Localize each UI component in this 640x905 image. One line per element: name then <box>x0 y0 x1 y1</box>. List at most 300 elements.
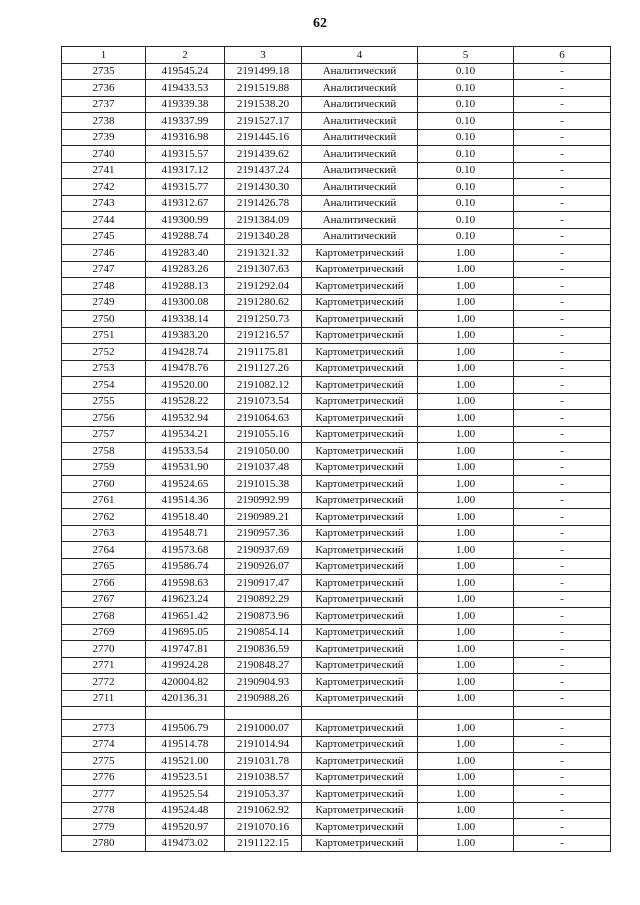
table-row <box>62 327 611 344</box>
note-cell: - <box>514 575 611 592</box>
table-row <box>62 509 611 526</box>
table-row <box>62 113 611 130</box>
accuracy-cell: 1.00 <box>418 278 514 295</box>
method-cell: Картометрический <box>302 753 418 770</box>
x-coordinate-cell: 419521.00 <box>146 753 225 770</box>
x-coordinate-cell <box>146 707 225 720</box>
note-cell <box>514 707 611 720</box>
accuracy-cell: 1.00 <box>418 835 514 852</box>
table-row <box>62 769 611 786</box>
y-coordinate-cell: 2190848.27 <box>225 657 302 674</box>
note-cell: - <box>514 443 611 460</box>
table-row <box>62 377 611 394</box>
point-number-cell: 2757 <box>62 426 146 443</box>
point-number-cell: 2754 <box>62 377 146 394</box>
note-cell: - <box>514 360 611 377</box>
accuracy-cell: 1.00 <box>418 525 514 542</box>
note-cell: - <box>514 311 611 328</box>
accuracy-cell: 1.00 <box>418 344 514 361</box>
column-header-1: 1 <box>62 47 146 64</box>
accuracy-cell: 0.10 <box>418 146 514 163</box>
y-coordinate-cell: 2191384.09 <box>225 212 302 229</box>
note-cell: - <box>514 624 611 641</box>
y-coordinate-cell: 2190836.59 <box>225 641 302 658</box>
method-cell: Аналитический <box>302 113 418 130</box>
point-number-cell: 2741 <box>62 162 146 179</box>
point-number-cell: 2760 <box>62 476 146 493</box>
note-cell: - <box>514 835 611 852</box>
table-body <box>62 63 611 852</box>
note-cell: - <box>514 129 611 146</box>
table-row <box>62 195 611 212</box>
table-row <box>62 674 611 691</box>
table-row <box>62 63 611 80</box>
y-coordinate-cell: 2190904.93 <box>225 674 302 691</box>
y-coordinate-cell: 2191062.92 <box>225 802 302 819</box>
note-cell: - <box>514 212 611 229</box>
point-number-cell: 2758 <box>62 443 146 460</box>
x-coordinate-cell: 419598.63 <box>146 575 225 592</box>
point-number-cell: 2774 <box>62 736 146 753</box>
x-coordinate-cell: 419288.74 <box>146 228 225 245</box>
y-coordinate-cell: 2191038.57 <box>225 769 302 786</box>
note-cell: - <box>514 690 611 707</box>
y-coordinate-cell: 2190892.29 <box>225 591 302 608</box>
x-coordinate-cell: 419514.78 <box>146 736 225 753</box>
accuracy-cell: 1.00 <box>418 753 514 770</box>
y-coordinate-cell: 2191445.16 <box>225 129 302 146</box>
table-row <box>62 311 611 328</box>
x-coordinate-cell: 419523.51 <box>146 769 225 786</box>
method-cell: Аналитический <box>302 80 418 97</box>
point-number-cell: 2749 <box>62 294 146 311</box>
y-coordinate-cell: 2191292.04 <box>225 278 302 295</box>
table-row <box>62 558 611 575</box>
point-number-cell: 2752 <box>62 344 146 361</box>
x-coordinate-cell: 419433.53 <box>146 80 225 97</box>
table-row <box>62 492 611 509</box>
note-cell: - <box>514 802 611 819</box>
point-number-cell: 2746 <box>62 245 146 262</box>
y-coordinate-cell: 2191122.15 <box>225 835 302 852</box>
table-row <box>62 476 611 493</box>
y-coordinate-cell: 2191070.16 <box>225 819 302 836</box>
table-row <box>62 80 611 97</box>
table-row <box>62 819 611 836</box>
note-cell: - <box>514 608 611 625</box>
method-cell: Аналитический <box>302 96 418 113</box>
table-row <box>62 608 611 625</box>
accuracy-cell: 1.00 <box>418 377 514 394</box>
accuracy-cell: 1.00 <box>418 641 514 658</box>
y-coordinate-cell: 2191064.63 <box>225 410 302 427</box>
note-cell: - <box>514 195 611 212</box>
accuracy-cell: 1.00 <box>418 674 514 691</box>
accuracy-cell: 1.00 <box>418 459 514 476</box>
note-cell: - <box>514 459 611 476</box>
method-cell: Картометрический <box>302 393 418 410</box>
y-coordinate-cell: 2190854.14 <box>225 624 302 641</box>
x-coordinate-cell: 419317.12 <box>146 162 225 179</box>
point-number-cell: 2750 <box>62 311 146 328</box>
y-coordinate-cell: 2191216.57 <box>225 327 302 344</box>
x-coordinate-cell: 420004.82 <box>146 674 225 691</box>
method-cell: Картометрический <box>302 377 418 394</box>
x-coordinate-cell: 419428.74 <box>146 344 225 361</box>
table-row <box>62 575 611 592</box>
note-cell: - <box>514 63 611 80</box>
note-cell: - <box>514 769 611 786</box>
x-coordinate-cell: 419337.99 <box>146 113 225 130</box>
x-coordinate-cell: 419506.79 <box>146 720 225 737</box>
method-cell: Картометрический <box>302 769 418 786</box>
point-number-cell: 2747 <box>62 261 146 278</box>
x-coordinate-cell: 419473.02 <box>146 835 225 852</box>
x-coordinate-cell: 419548.71 <box>146 525 225 542</box>
point-number-cell: 2765 <box>62 558 146 575</box>
point-number-cell: 2778 <box>62 802 146 819</box>
x-coordinate-cell: 419338.14 <box>146 311 225 328</box>
table-row <box>62 129 611 146</box>
table-row <box>62 426 611 443</box>
note-cell: - <box>514 492 611 509</box>
table-row <box>62 146 611 163</box>
accuracy-cell: 0.10 <box>418 129 514 146</box>
x-coordinate-cell: 419525.54 <box>146 786 225 803</box>
method-cell: Картометрический <box>302 492 418 509</box>
accuracy-cell: 0.10 <box>418 195 514 212</box>
table-row <box>62 344 611 361</box>
note-cell: - <box>514 786 611 803</box>
method-cell: Картометрический <box>302 360 418 377</box>
table-row <box>62 624 611 641</box>
note-cell: - <box>514 641 611 658</box>
note-cell: - <box>514 476 611 493</box>
point-number-cell: 2769 <box>62 624 146 641</box>
accuracy-cell: 1.00 <box>418 492 514 509</box>
note-cell: - <box>514 674 611 691</box>
y-coordinate-cell: 2191073.54 <box>225 393 302 410</box>
accuracy-cell: 1.00 <box>418 443 514 460</box>
note-cell: - <box>514 657 611 674</box>
x-coordinate-cell: 419531.90 <box>146 459 225 476</box>
method-cell: Картометрический <box>302 311 418 328</box>
point-number-cell: 2751 <box>62 327 146 344</box>
point-number-cell: 2772 <box>62 674 146 691</box>
point-number-cell: 2738 <box>62 113 146 130</box>
table-row <box>62 753 611 770</box>
method-cell: Картометрический <box>302 624 418 641</box>
accuracy-cell: 1.00 <box>418 311 514 328</box>
x-coordinate-cell: 419532.94 <box>146 410 225 427</box>
column-header-5: 5 <box>418 47 514 64</box>
y-coordinate-cell: 2190992.99 <box>225 492 302 509</box>
x-coordinate-cell: 419520.00 <box>146 377 225 394</box>
table-row <box>62 96 611 113</box>
method-cell <box>302 707 418 720</box>
table-header-row <box>62 47 611 64</box>
table-row <box>62 525 611 542</box>
method-cell: Картометрический <box>302 410 418 427</box>
note-cell: - <box>514 261 611 278</box>
point-number-cell: 2775 <box>62 753 146 770</box>
column-header-4: 4 <box>302 47 418 64</box>
note-cell: - <box>514 410 611 427</box>
x-coordinate-cell: 419315.77 <box>146 179 225 196</box>
x-coordinate-cell: 419545.24 <box>146 63 225 80</box>
y-coordinate-cell: 2190957.36 <box>225 525 302 542</box>
method-cell: Картометрический <box>302 476 418 493</box>
point-number-cell: 2762 <box>62 509 146 526</box>
accuracy-cell: 0.10 <box>418 212 514 229</box>
accuracy-cell: 0.10 <box>418 96 514 113</box>
method-cell: Аналитический <box>302 146 418 163</box>
point-number-cell: 2739 <box>62 129 146 146</box>
accuracy-cell: 1.00 <box>418 720 514 737</box>
y-coordinate-cell: 2191031.78 <box>225 753 302 770</box>
x-coordinate-cell: 419623.24 <box>146 591 225 608</box>
x-coordinate-cell: 419524.65 <box>146 476 225 493</box>
accuracy-cell: 1.00 <box>418 360 514 377</box>
x-coordinate-cell: 419518.40 <box>146 509 225 526</box>
method-cell: Картометрический <box>302 575 418 592</box>
method-cell: Картометрический <box>302 509 418 526</box>
accuracy-cell: 1.00 <box>418 819 514 836</box>
note-cell: - <box>514 245 611 262</box>
y-coordinate-cell: 2190926.07 <box>225 558 302 575</box>
note-cell: - <box>514 558 611 575</box>
point-number-cell: 2740 <box>62 146 146 163</box>
accuracy-cell: 1.00 <box>418 294 514 311</box>
accuracy-cell: 1.00 <box>418 542 514 559</box>
table-row <box>62 245 611 262</box>
method-cell: Аналитический <box>302 195 418 212</box>
table-row <box>62 360 611 377</box>
point-number-cell: 2770 <box>62 641 146 658</box>
y-coordinate-cell: 2191127.26 <box>225 360 302 377</box>
note-cell: - <box>514 509 611 526</box>
y-coordinate-cell: 2191050.00 <box>225 443 302 460</box>
point-number-cell: 2748 <box>62 278 146 295</box>
method-cell: Картометрический <box>302 261 418 278</box>
point-number-cell: 2773 <box>62 720 146 737</box>
note-cell: - <box>514 393 611 410</box>
point-number-cell: 2767 <box>62 591 146 608</box>
method-cell: Картометрический <box>302 608 418 625</box>
table-row <box>62 261 611 278</box>
method-cell: Картометрический <box>302 443 418 460</box>
accuracy-cell: 1.00 <box>418 575 514 592</box>
x-coordinate-cell: 419524.48 <box>146 802 225 819</box>
y-coordinate-cell: 2191437.24 <box>225 162 302 179</box>
accuracy-cell: 1.00 <box>418 558 514 575</box>
x-coordinate-cell: 419316.98 <box>146 129 225 146</box>
point-number-cell: 2763 <box>62 525 146 542</box>
method-cell: Картометрический <box>302 278 418 295</box>
y-coordinate-cell: 2191055.16 <box>225 426 302 443</box>
method-cell: Картометрический <box>302 690 418 707</box>
method-cell: Аналитический <box>302 63 418 80</box>
accuracy-cell: 0.10 <box>418 179 514 196</box>
note-cell: - <box>514 819 611 836</box>
y-coordinate-cell: 2190989.21 <box>225 509 302 526</box>
x-coordinate-cell: 419651.42 <box>146 608 225 625</box>
x-coordinate-cell: 419695.05 <box>146 624 225 641</box>
note-cell: - <box>514 294 611 311</box>
accuracy-cell: 1.00 <box>418 476 514 493</box>
accuracy-cell: 1.00 <box>418 736 514 753</box>
note-cell: - <box>514 327 611 344</box>
point-number-cell: 2768 <box>62 608 146 625</box>
table-row <box>62 720 611 737</box>
point-number-cell: 2771 <box>62 657 146 674</box>
point-number-cell: 2779 <box>62 819 146 836</box>
note-cell: - <box>514 96 611 113</box>
accuracy-cell <box>418 707 514 720</box>
point-number-cell: 2744 <box>62 212 146 229</box>
accuracy-cell: 1.00 <box>418 608 514 625</box>
accuracy-cell: 1.00 <box>418 802 514 819</box>
method-cell: Картометрический <box>302 591 418 608</box>
point-number-cell: 2755 <box>62 393 146 410</box>
table-row <box>62 641 611 658</box>
y-coordinate-cell: 2191082.12 <box>225 377 302 394</box>
y-coordinate-cell: 2191499.18 <box>225 63 302 80</box>
y-coordinate-cell: 2191037.48 <box>225 459 302 476</box>
table-row <box>62 835 611 852</box>
note-cell: - <box>514 753 611 770</box>
note-cell: - <box>514 344 611 361</box>
method-cell: Картометрический <box>302 327 418 344</box>
point-number-cell: 2777 <box>62 786 146 803</box>
x-coordinate-cell: 419383.20 <box>146 327 225 344</box>
point-number-cell: 2711 <box>62 690 146 707</box>
accuracy-cell: 1.00 <box>418 426 514 443</box>
table-row-blank <box>62 707 611 720</box>
table-row <box>62 802 611 819</box>
note-cell: - <box>514 591 611 608</box>
y-coordinate-cell: 2190937.69 <box>225 542 302 559</box>
y-coordinate-cell: 2191538.20 <box>225 96 302 113</box>
accuracy-cell: 0.10 <box>418 80 514 97</box>
y-coordinate-cell: 2191307.63 <box>225 261 302 278</box>
note-cell: - <box>514 426 611 443</box>
method-cell: Аналитический <box>302 212 418 229</box>
accuracy-cell: 0.10 <box>418 162 514 179</box>
x-coordinate-cell: 419747.81 <box>146 641 225 658</box>
point-number-cell: 2766 <box>62 575 146 592</box>
table-row <box>62 657 611 674</box>
table-row <box>62 786 611 803</box>
table-row <box>62 294 611 311</box>
y-coordinate-cell: 2191015.38 <box>225 476 302 493</box>
note-cell: - <box>514 162 611 179</box>
y-coordinate-cell: 2191321.32 <box>225 245 302 262</box>
point-number-cell: 2736 <box>62 80 146 97</box>
accuracy-cell: 1.00 <box>418 245 514 262</box>
x-coordinate-cell: 419478.76 <box>146 360 225 377</box>
note-cell: - <box>514 377 611 394</box>
method-cell: Аналитический <box>302 162 418 179</box>
y-coordinate-cell: 2191426.78 <box>225 195 302 212</box>
accuracy-cell: 1.00 <box>418 509 514 526</box>
y-coordinate-cell <box>225 707 302 720</box>
table-row <box>62 690 611 707</box>
point-number-cell: 2764 <box>62 542 146 559</box>
method-cell: Картометрический <box>302 802 418 819</box>
table-row <box>62 393 611 410</box>
point-number-cell: 2735 <box>62 63 146 80</box>
x-coordinate-cell: 419283.40 <box>146 245 225 262</box>
x-coordinate-cell: 419573.68 <box>146 542 225 559</box>
x-coordinate-cell: 419533.54 <box>146 443 225 460</box>
method-cell: Картометрический <box>302 558 418 575</box>
method-cell: Картометрический <box>302 819 418 836</box>
accuracy-cell: 1.00 <box>418 786 514 803</box>
accuracy-cell: 1.00 <box>418 327 514 344</box>
table-row <box>62 228 611 245</box>
x-coordinate-cell: 419924.28 <box>146 657 225 674</box>
method-cell: Картометрический <box>302 736 418 753</box>
x-coordinate-cell: 419312.67 <box>146 195 225 212</box>
method-cell: Картометрический <box>302 426 418 443</box>
note-cell: - <box>514 736 611 753</box>
x-coordinate-cell: 419288.13 <box>146 278 225 295</box>
table-row <box>62 162 611 179</box>
table-row <box>62 542 611 559</box>
x-coordinate-cell: 419300.08 <box>146 294 225 311</box>
y-coordinate-cell: 2191053.37 <box>225 786 302 803</box>
page-number: 62 <box>313 16 327 31</box>
method-cell: Аналитический <box>302 179 418 196</box>
note-cell: - <box>514 113 611 130</box>
point-number-cell <box>62 707 146 720</box>
point-number-cell: 2745 <box>62 228 146 245</box>
x-coordinate-cell: 419528.22 <box>146 393 225 410</box>
accuracy-cell: 1.00 <box>418 410 514 427</box>
y-coordinate-cell: 2191175.81 <box>225 344 302 361</box>
y-coordinate-cell: 2191527.17 <box>225 113 302 130</box>
x-coordinate-cell: 419534.21 <box>146 426 225 443</box>
point-number-cell: 2776 <box>62 769 146 786</box>
accuracy-cell: 1.00 <box>418 657 514 674</box>
method-cell: Картометрический <box>302 657 418 674</box>
x-coordinate-cell: 419315.57 <box>146 146 225 163</box>
y-coordinate-cell: 2191439.62 <box>225 146 302 163</box>
table-row <box>62 591 611 608</box>
method-cell: Картометрический <box>302 786 418 803</box>
point-number-cell: 2761 <box>62 492 146 509</box>
table-row <box>62 736 611 753</box>
y-coordinate-cell: 2190988.26 <box>225 690 302 707</box>
note-cell: - <box>514 228 611 245</box>
coordinates-table <box>61 46 611 852</box>
note-cell: - <box>514 146 611 163</box>
point-number-cell: 2737 <box>62 96 146 113</box>
method-cell: Картометрический <box>302 344 418 361</box>
y-coordinate-cell: 2191014.94 <box>225 736 302 753</box>
x-coordinate-cell: 419283.26 <box>146 261 225 278</box>
accuracy-cell: 1.00 <box>418 393 514 410</box>
y-coordinate-cell: 2191000.07 <box>225 720 302 737</box>
accuracy-cell: 1.00 <box>418 769 514 786</box>
point-number-cell: 2743 <box>62 195 146 212</box>
method-cell: Картометрический <box>302 674 418 691</box>
note-cell: - <box>514 542 611 559</box>
method-cell: Аналитический <box>302 228 418 245</box>
x-coordinate-cell: 420136.31 <box>146 690 225 707</box>
x-coordinate-cell: 419586.74 <box>146 558 225 575</box>
